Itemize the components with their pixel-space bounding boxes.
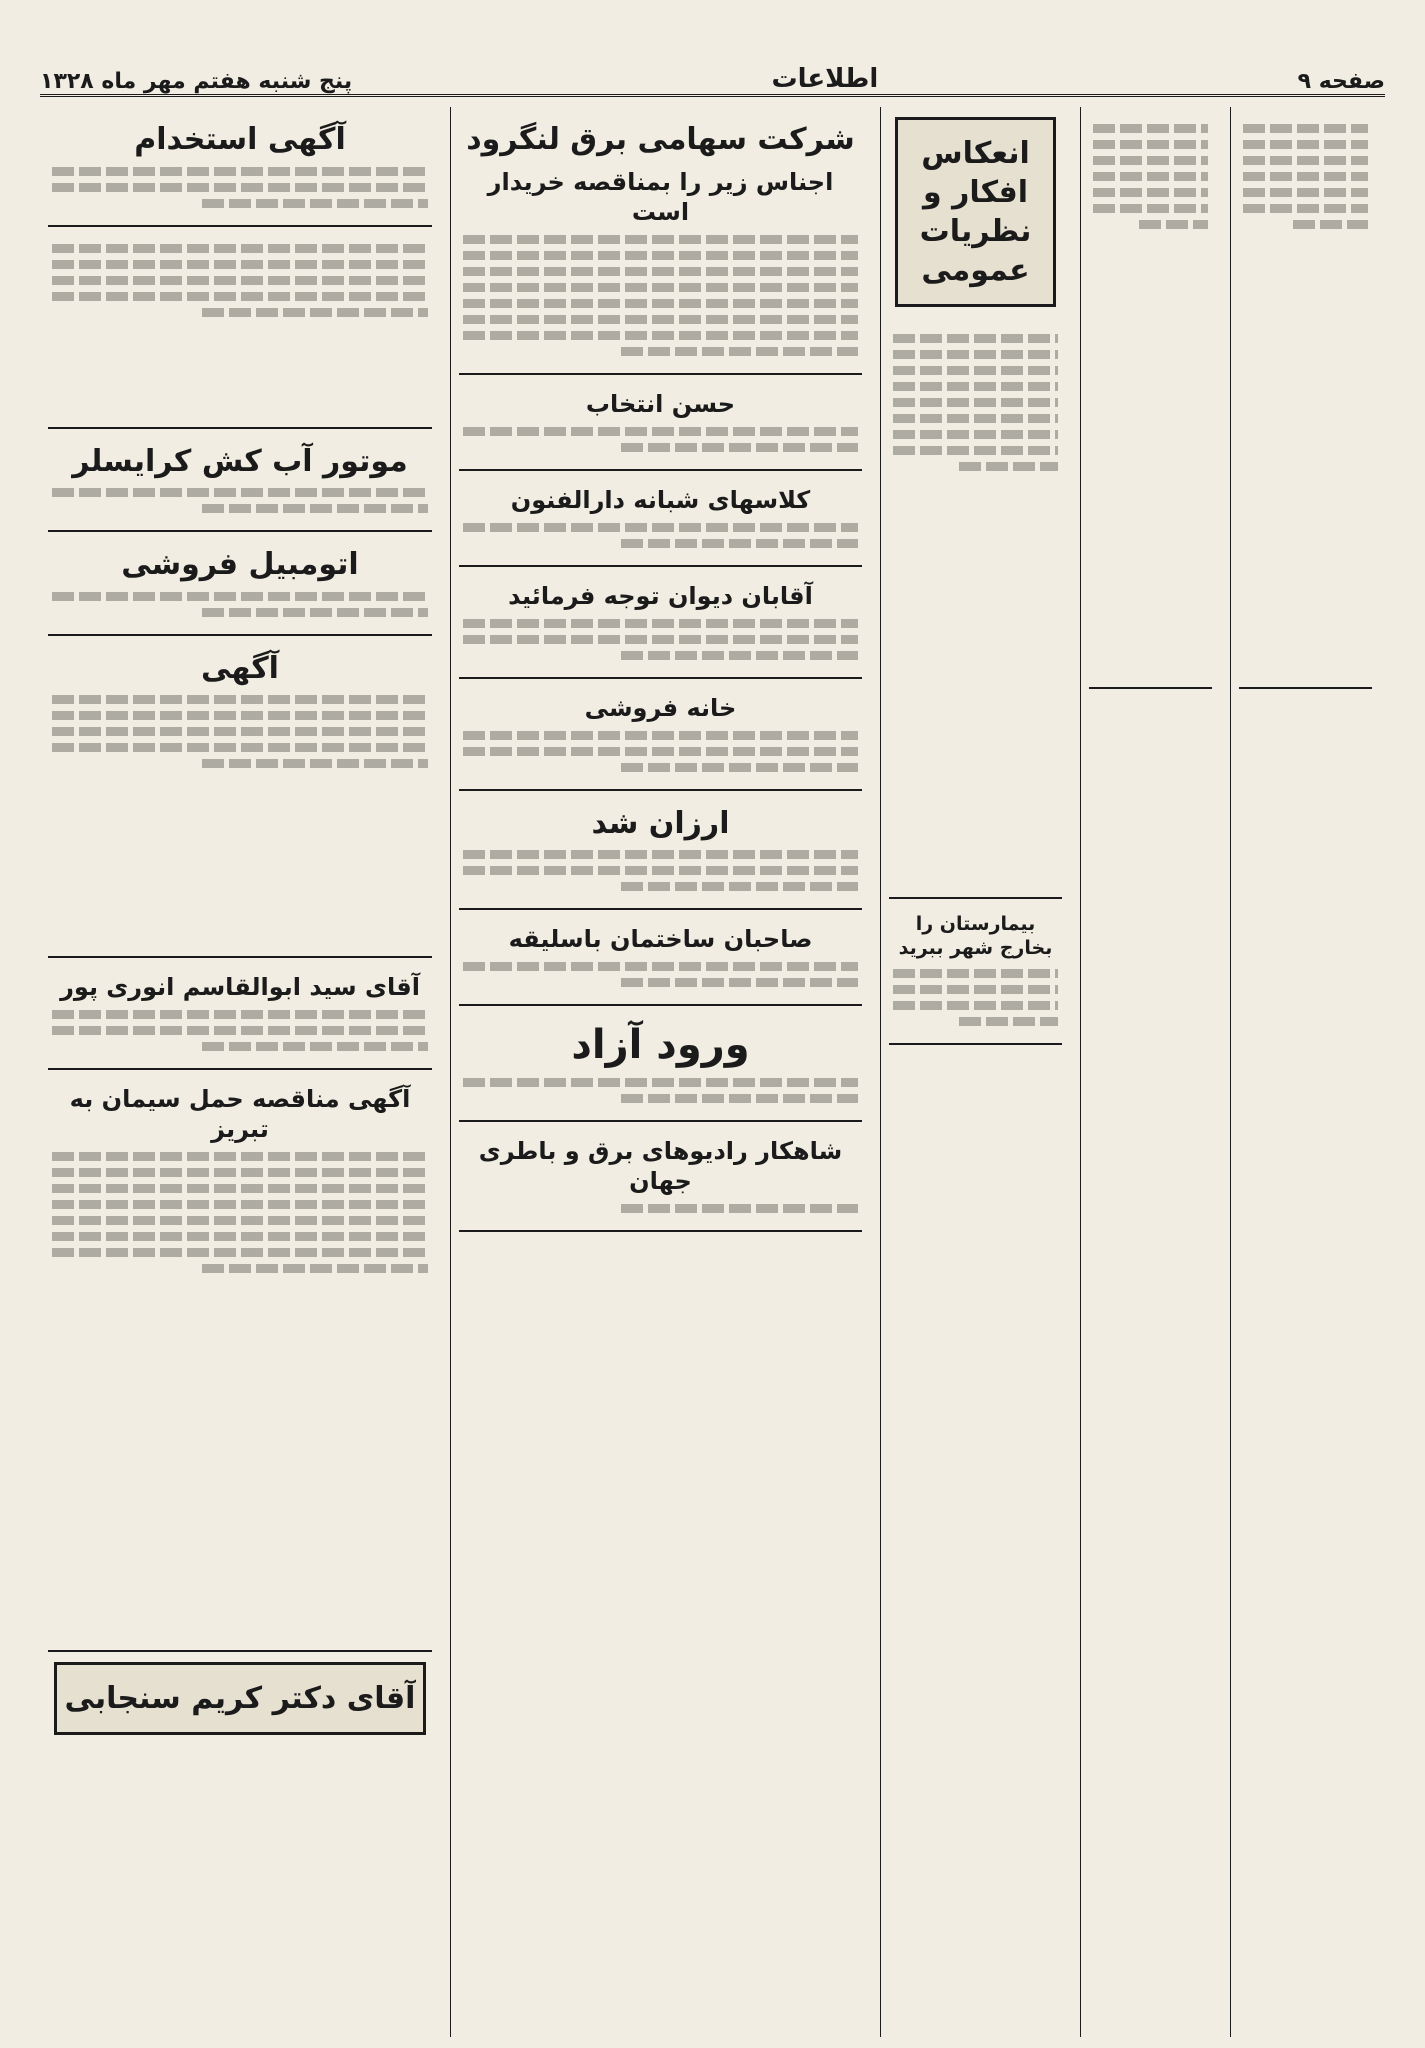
column-articles-3 — [1230, 107, 1380, 2037]
notice-title: آگهی — [201, 650, 279, 686]
article-block — [1239, 107, 1372, 689]
column-center-left — [450, 107, 870, 2037]
candidate-name: آقای دکتر کریم سنجابی — [64, 1680, 416, 1716]
notice-radio — [48, 958, 432, 1070]
notice-title: موتور آب کش کرایسلر — [72, 443, 408, 479]
notice-house — [459, 679, 862, 791]
column-articles-1 — [880, 107, 1070, 2037]
notice-block — [48, 227, 432, 429]
notice-aban — [459, 567, 862, 679]
column-articles-2 — [1080, 107, 1220, 2037]
section-banner-title: انعکاس افکار و نظریات عمومی — [919, 136, 1032, 288]
notice-car — [48, 532, 432, 636]
notice-lingrud — [459, 107, 862, 375]
article-block — [1089, 107, 1212, 689]
notice-title: حسن انتخاب — [585, 389, 736, 418]
article-hospital — [889, 899, 1062, 1045]
section-banner — [895, 117, 1056, 307]
notice-import — [459, 1006, 862, 1122]
page-header — [40, 12, 1385, 97]
notice-ad — [48, 636, 432, 958]
notice-classes — [459, 471, 862, 567]
notice-cheap — [459, 791, 862, 911]
column-left — [40, 107, 440, 2037]
notice-title: ارزان شد — [591, 805, 730, 841]
notice-title: کلاسهای شبانه دارالفنون — [510, 485, 811, 514]
candidate-ad — [54, 1662, 426, 1735]
notice-title: صاحبان ساختمان باسلیقه — [508, 925, 813, 953]
notice-title: خانه فروشی — [584, 693, 737, 722]
notice-title: شرکت سهامی برق لنگرود — [466, 122, 855, 157]
notice-title: آقای سید ابوالقاسم انوری پور — [60, 972, 420, 1001]
article-title: بیمارستان را بخارج شهر ببرید — [898, 913, 1053, 959]
notice-employment — [48, 107, 432, 227]
notice-motor — [48, 429, 432, 533]
notice-tender — [48, 1070, 432, 1652]
notice-husn — [459, 375, 862, 471]
notice-subtitle: اجناس زیر را بمناقصه خریدار است — [487, 167, 834, 226]
header-date: پنج شنبه هفتم مهر ماه ۱۳۲۸ — [40, 69, 353, 94]
header-paper: اطلاعات — [771, 64, 879, 94]
notice-title: اتومبیل فروشی — [121, 547, 359, 582]
header-page: صفحه ۹ — [1297, 69, 1385, 94]
notice-title: آگهی استخدام — [134, 122, 346, 157]
article-block — [889, 317, 1062, 899]
notice-title: آگهی مناقصه حمل سیمان به تبریز — [69, 1084, 411, 1143]
notice-title: شاهکار رادیوهای برق و باطری جهان — [478, 1137, 843, 1195]
notice-title: آقابان دیوان توجه فرمائید — [508, 581, 813, 610]
notice-owners — [459, 910, 862, 1006]
notice-title: ورود آزاد — [571, 1022, 750, 1068]
notice-radio-shop — [459, 1122, 862, 1232]
